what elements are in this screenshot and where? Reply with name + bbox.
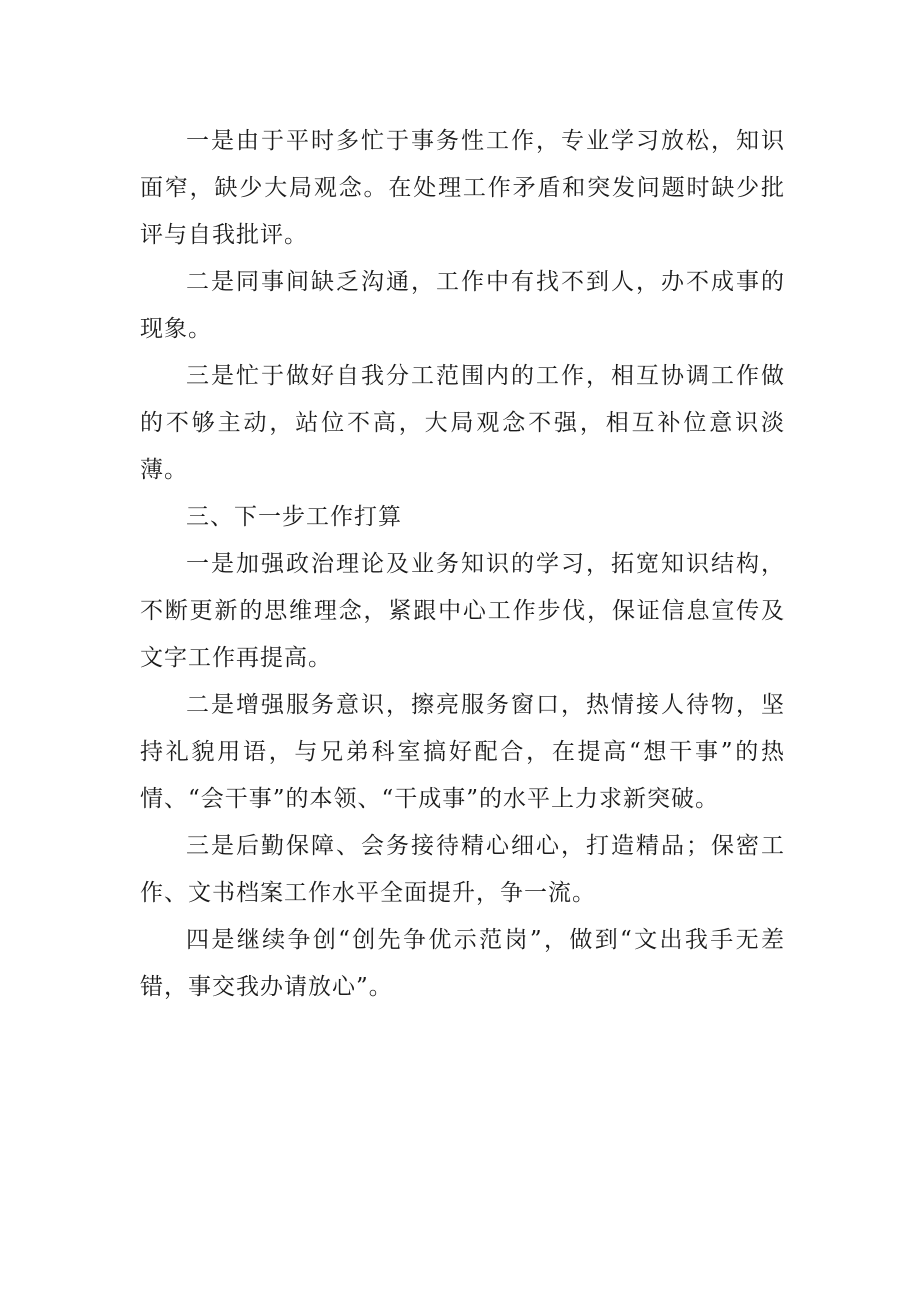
section-heading-next-steps: 三、下一步工作打算 bbox=[186, 504, 402, 530]
paragraph-plan-4: 四是继续争创“创先争优示范岗”，做到“文出我手无差错，事交我办请放心”。 bbox=[140, 927, 785, 1000]
document-body bbox=[140, 118, 785, 1011]
paragraph-plan-1: 一是加强政治理论及业务知识的学习，拓宽知识结构，不断更新的思维理念，紧跟中心工作步伐，保证信息宣传及文字工作再提高。 bbox=[140, 551, 785, 671]
paragraph-plan-3: 三是后勤保障、会务接待精心细心，打造精品；保密工作、文书档案工作水平全面提升，争一流。 bbox=[140, 833, 785, 906]
paragraph-plan-2: 二是增强服务意识，擦亮服务窗口，热情接人待物，坚持礼貌用语，与兄弟科室搞好配合，在提高“想干事”的热情、“会干事”的本领、“干成事”的水平上力求新突破。 bbox=[140, 692, 785, 812]
paragraph-shortcoming-1: 一是由于平时多忙于事务性工作，专业学习放松，知识面窄，缺少大局观念。在处理工作矛盾和突发问题时缺少批评与自我批评。 bbox=[140, 128, 785, 248]
paragraph-shortcoming-2: 二是同事间缺乏沟通，工作中有找不到人，办不成事的现象。 bbox=[140, 269, 785, 342]
paragraph-shortcoming-3: 三是忙于做好自我分工范围内的工作，相互协调工作做的不够主动，站位不高，大局观念不强，相互补位意识淡薄。 bbox=[140, 363, 785, 483]
